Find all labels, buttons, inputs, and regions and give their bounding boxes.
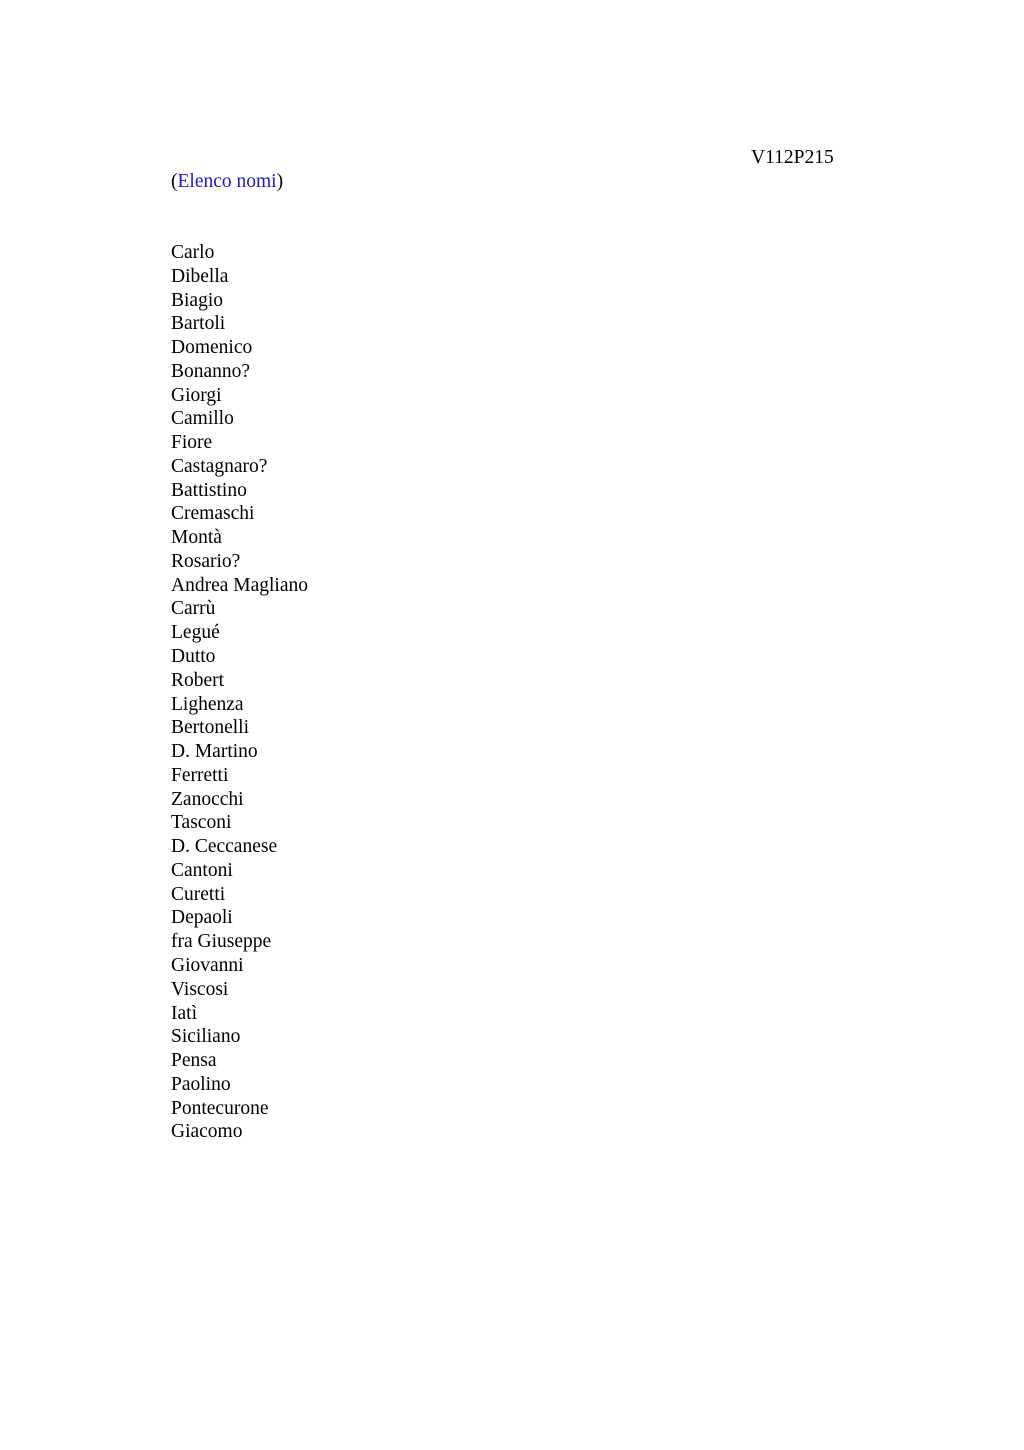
- section-heading: [171, 170, 283, 194]
- name-item: Giovanni: [171, 954, 244, 976]
- name-item: D. Martino: [171, 741, 258, 763]
- name-item: Cantoni: [171, 859, 233, 881]
- name-item: Depaoli: [171, 907, 233, 929]
- name-item: Rosario?: [171, 550, 241, 572]
- name-item: D. Ceccanese: [171, 836, 278, 858]
- name-item: Montà: [171, 527, 222, 549]
- name-item: Cremaschi: [171, 503, 255, 525]
- name-item: Robert: [171, 669, 225, 691]
- name-item: Tasconi: [171, 812, 232, 834]
- name-item: Dibella: [171, 265, 229, 287]
- name-item: Camillo: [171, 408, 234, 430]
- name-item: Castagnaro?: [171, 455, 268, 477]
- heading-open-paren: (: [171, 171, 178, 192]
- name-item: Giacomo: [171, 1121, 243, 1143]
- name-item: Giorgi: [171, 384, 222, 406]
- name-item: Bonanno?: [171, 360, 251, 382]
- name-item: Biagio: [171, 289, 223, 311]
- heading-close-paren: ): [276, 171, 284, 192]
- name-item: Iatì: [171, 1002, 197, 1024]
- page-code: V112P215: [751, 147, 834, 168]
- names-list: [171, 241, 308, 1144]
- name-item: Battistino: [171, 479, 247, 501]
- name-item: Domenico: [171, 337, 253, 359]
- name-item: fra Giuseppe: [171, 931, 272, 953]
- name-item: Andrea Magliano: [171, 574, 308, 596]
- name-item: Bertonelli: [171, 717, 249, 739]
- name-item: Curetti: [171, 883, 226, 905]
- name-item: Viscosi: [171, 978, 229, 1000]
- heading-link[interactable]: Elenco nomi: [177, 171, 277, 192]
- name-item: Siciliano: [171, 1026, 241, 1048]
- name-item: Fiore: [171, 432, 213, 454]
- name-item: Ferretti: [171, 764, 229, 786]
- name-item: Carlo: [171, 242, 215, 263]
- name-item: Dutto: [171, 646, 216, 668]
- name-item: Bartoli: [171, 313, 226, 335]
- name-item: Legué: [171, 622, 220, 644]
- name-item: Carrù: [171, 598, 216, 620]
- name-item: Zanocchi: [171, 788, 244, 810]
- name-item: Paolino: [171, 1073, 231, 1095]
- name-item: Pensa: [171, 1050, 217, 1072]
- name-item: Lighenza: [171, 693, 244, 715]
- name-item: Pontecurone: [171, 1097, 269, 1119]
